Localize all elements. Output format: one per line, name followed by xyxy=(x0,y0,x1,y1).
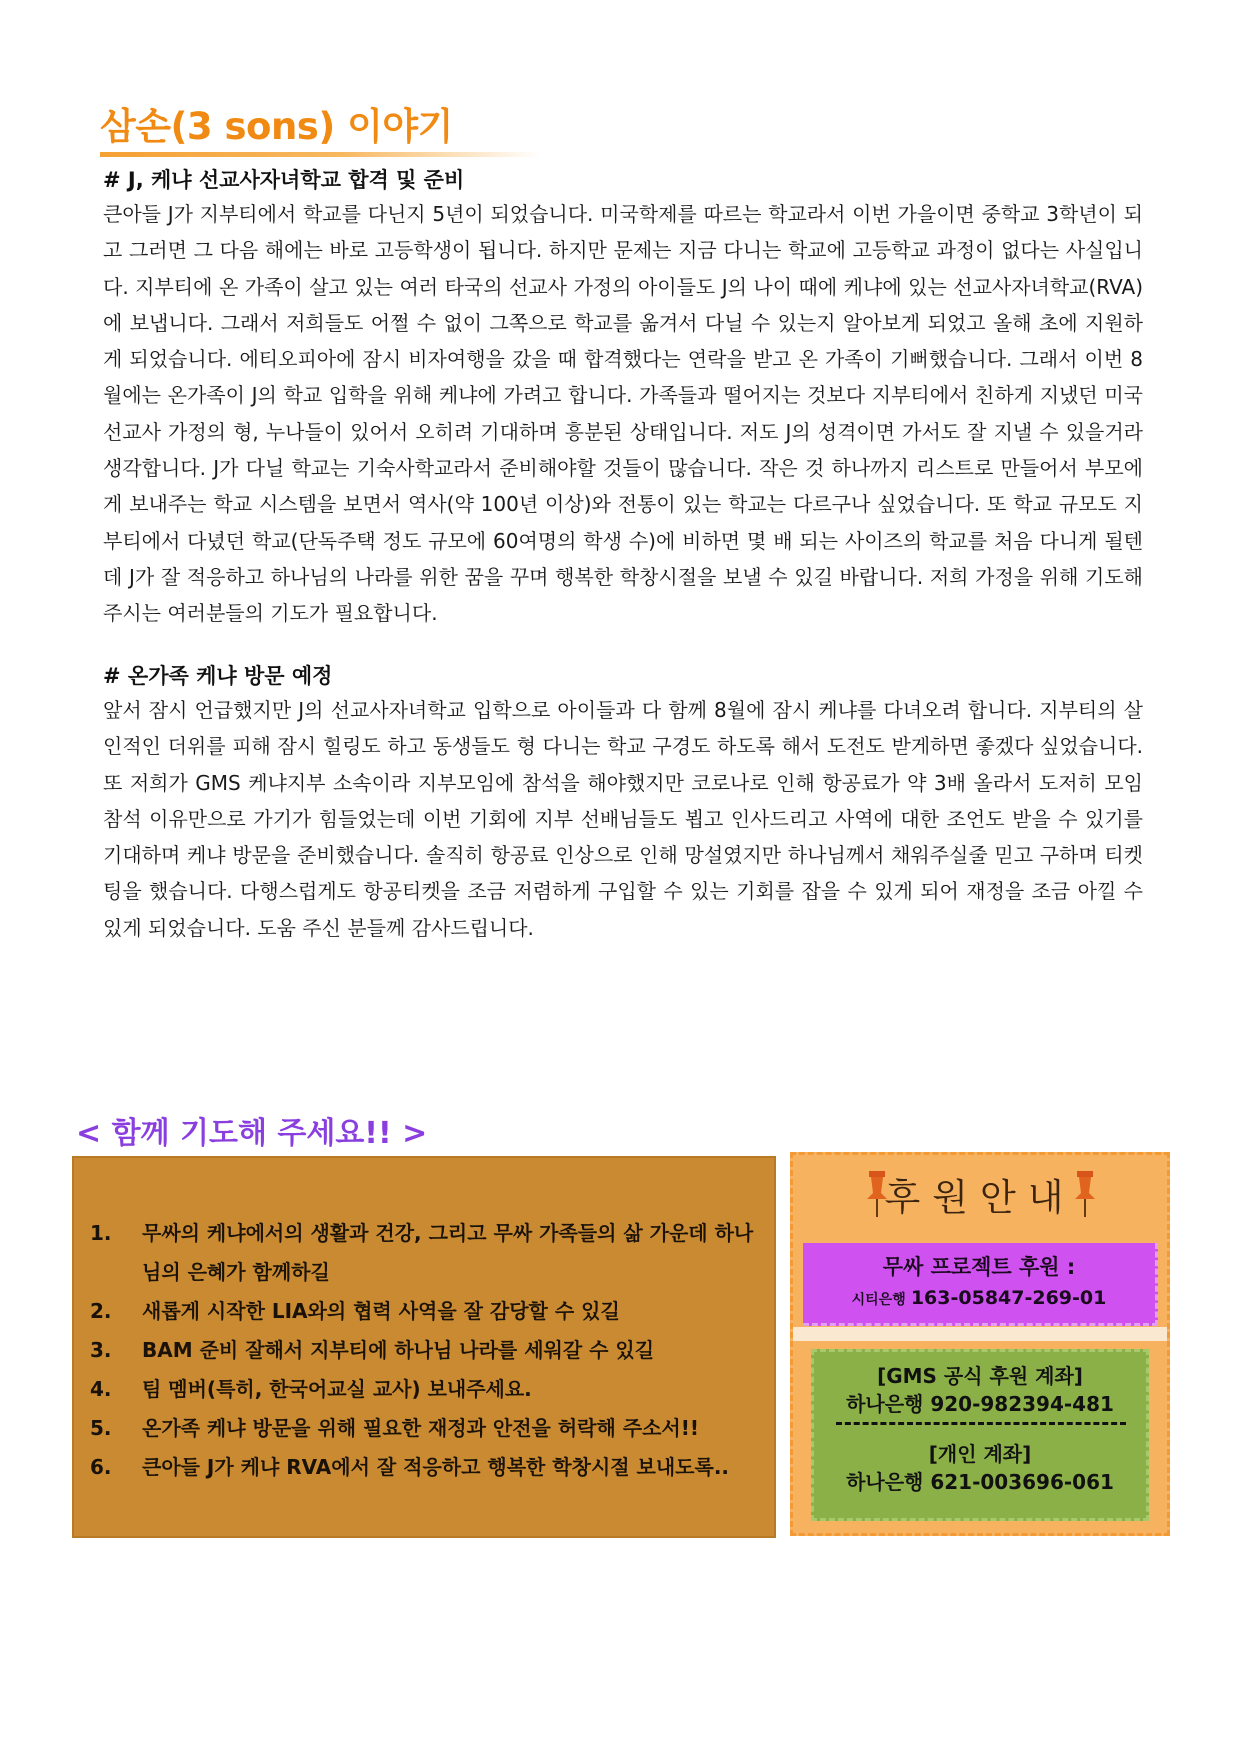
gms-account-label: [GMS 공식 후원 계좌] xyxy=(877,1364,1083,1388)
project-support-box xyxy=(803,1243,1158,1326)
prayer-item xyxy=(90,1214,760,1292)
prayer-item xyxy=(90,1331,760,1370)
prayer-item xyxy=(90,1292,760,1331)
prayer-box xyxy=(72,1156,776,1538)
prayer-item-number: 3. xyxy=(90,1338,112,1362)
prayer-item-text: BAM 준비 잘해서 지부티에 하나님 나라를 세워갈 수 있길 xyxy=(142,1338,655,1362)
panel-divider xyxy=(793,1327,1167,1341)
prayer-item xyxy=(90,1370,760,1409)
section1-body: 큰아들 J가 지부티에서 학교를 다닌지 5년이 되었습니다. 미국학제를 따르는 학교라서 이번 가을이면 중학교 3학년이 되고 그러면 그 다음 해에는 바로 고등학생이 됩니다. 하지만 문제는 지금 다니는 학교에 고등학교 과정이 없다는 사실입니다. 지부티에 온 가족이 살고 있는 여러 타국의 선교사 가정의 아이들도 J의 나이 때에 케냐에 있는 선교사자녀학교(RVA)에 보냅니다. 그래서 저희들도 어쩔 수 없이 그쪽으로 학교를 옮겨서 다닐 수 있는지 알아보게 되었고 올해 초에 지원하게 되었습니다. 에티오피아에 잠시 비자여행을 갔을 때 합격했다는 연락을 받고 온 가족이 기뻐했습니다. 그래서 이번 8월에는 온가족이 J의 학교 입학을 위해 케냐에 가려고 합니다. 가족들과 떨어지는 것보다 지부티에서 친하게 지냈던 미국선교사 가정의 형, 누나들이 있어서 오히려 기대하며 흥분된 상태입니다. 저도 J의 성격이면 가서도 잘 지낼 수 있을거라 생각합니다. J가 다닐 학교는 기숙사학교라서 준비해야할 것들이 많습니다. 작은 것 하나까지 리스트로 만들어서 부모에게 보내주는 학교 시스템을 보면서 역사(약 100년 이상)와 전통이 있는 학교는 다르구나 싶었습니다. 또 학교 규모도 지부티에서 다녔던 학교(단독주택 정도 규모에 60여명의 학생 수)에 비하면 몇 배 되는 사이즈의 학교를 처음 다니게 될텐데 J가 잘 적응하고 하나님의 나라를 위한 꿈을 꾸며 행복한 학창시절을 보낼 수 있길 바랍니다. 저희 가정을 위해 기도해주시는 여러분들의 기도가 필요합니다. xyxy=(103,202,1143,626)
prayer-title: < 함께 기도해 주세요!! > xyxy=(76,1116,428,1151)
project-bank: 시티은행 xyxy=(851,1292,906,1308)
prayer-item-text: 팀 멤버(특히, 한국어교실 교사) 보내주세요. xyxy=(142,1377,532,1401)
prayer-item-text: 무싸의 케냐에서의 생활과 건강, 그리고 무싸 가족들의 삶 가운데 하나님의 은혜가 함께하길 xyxy=(142,1221,754,1284)
gms-account: 하나은행 920-982394-481 xyxy=(846,1392,1114,1416)
section2-body: 앞서 잠시 언급했지만 J의 선교사자녀학교 입학으로 아이들과 다 함께 8월에 잠시 케냐를 다녀오려 합니다. 지부티의 살인적인 더위를 피해 잠시 힐링도 하고 동생들도 형 다니는 학교 구경도 하도록 해서 도전도 받게하면 좋겠다 싶었습니다. 또 저희가 GMS 케냐지부 소속이라 지부모임에 참석을 해야했지만 코로나로 인해 항공료가 약 3배 올라서 도저히 모임 참석 이유만으로 가기가 힘들었는데 이번 기회에 지부 선배님들도 뵙고 인사드리고 사역에 대한 조언도 받을 수 있기를 기대하며 케냐 방문을 준비했습니다. 솔직히 항공료 인상으로 인해 망설였지만 하나님께서 채워주실줄 믿고 구하며 티켓팅을 했습니다. 다행스럽게도 항공티켓을 조금 저렴하게 구입할 수 있는 기회를 잡을 수 있게 되어 재정을 조금 아낄 수 있게 되었습니다. 도움 주신 분들께 감사드립니다. xyxy=(103,698,1143,940)
title-underline xyxy=(100,152,540,157)
prayer-item-number: 1. xyxy=(90,1221,112,1245)
personal-account-label: [개인 계좌] xyxy=(928,1442,1032,1466)
prayer-item-text: 온가족 케냐 방문을 위해 필요한 재정과 안전을 허락해 주소서!! xyxy=(142,1416,699,1440)
prayer-item xyxy=(90,1448,760,1487)
project-account-line xyxy=(803,1287,1155,1309)
page-title: 삼손(3 sons) 이야기 xyxy=(100,105,453,148)
support-title: 후원안내 xyxy=(884,1176,1076,1219)
prayer-item-text: 새롭게 시작한 LIA와의 협력 사역을 잘 감당할 수 있길 xyxy=(142,1299,620,1323)
section2-heading: # 온가족 케냐 방문 예정 xyxy=(103,664,333,688)
prayer-item-text: 큰아들 J가 케냐 RVA에서 잘 적응하고 행복한 학창시절 보내도록.. xyxy=(142,1455,730,1479)
project-account: 163-05847-269-01 xyxy=(910,1287,1107,1309)
dashed-divider xyxy=(836,1422,1126,1425)
prayer-item-number: 4. xyxy=(90,1377,112,1401)
bank-accounts-box xyxy=(811,1349,1149,1521)
prayer-item-number: 6. xyxy=(90,1455,112,1479)
prayer-item-number: 2. xyxy=(90,1299,112,1323)
prayer-item-number: 5. xyxy=(90,1416,112,1440)
personal-account: 하나은행 621-003696-061 xyxy=(846,1470,1114,1494)
project-support-label: 무싸 프로젝트 후원 : xyxy=(882,1255,1076,1279)
prayer-item xyxy=(90,1409,760,1448)
support-panel xyxy=(790,1152,1170,1536)
prayer-list xyxy=(90,1214,760,1487)
section1-heading: # J, 케냐 선교사자녀학교 합격 및 준비 xyxy=(103,168,465,192)
